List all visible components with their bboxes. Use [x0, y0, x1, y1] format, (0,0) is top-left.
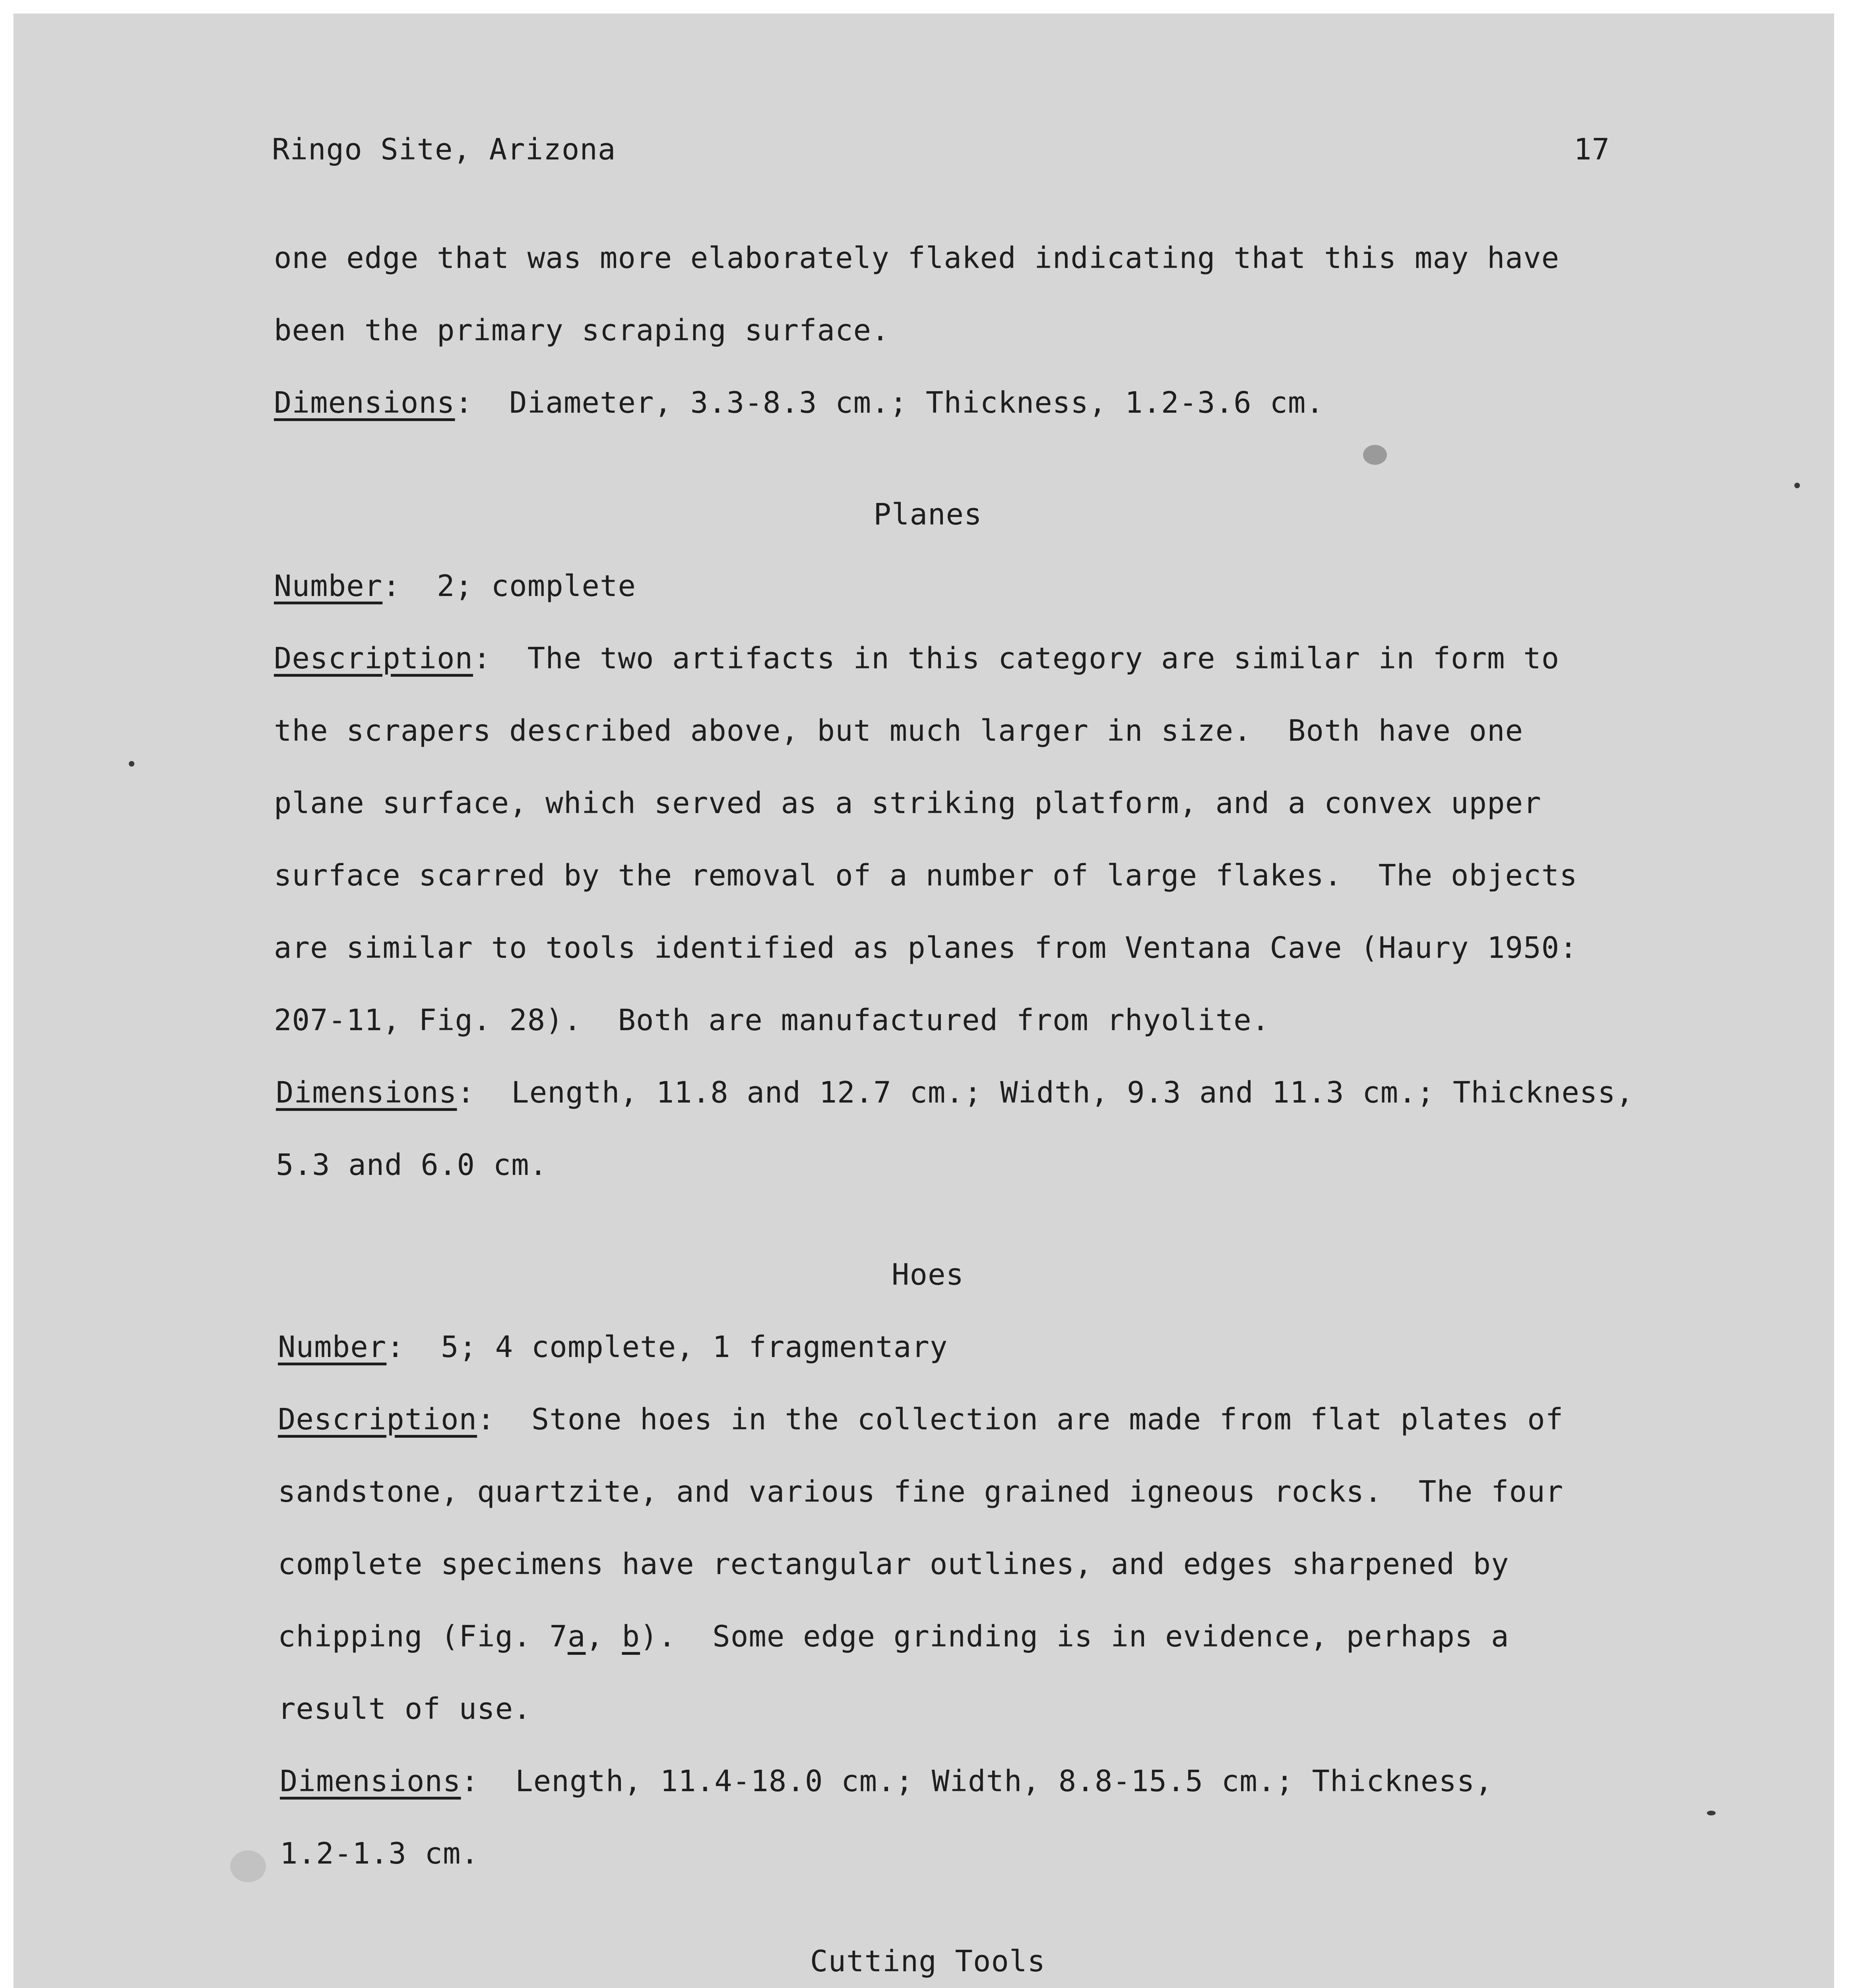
number-text: : 2; complete — [382, 569, 636, 603]
description-text: : Stone hoes in the collection are made from flat plates of — [477, 1402, 1564, 1437]
paper-smudge — [1363, 445, 1387, 465]
planes-description-line: surface scarred by the removal of a number of large flakes. The objects — [274, 858, 1578, 893]
dimensions-text: : Length, 11.8 and 12.7 cm.; Width, 9.3 and 11.3 cm.; Thickness, — [457, 1076, 1634, 1110]
planes-description-line: the scrapers described above, but much larger in size. Both have one — [274, 714, 1524, 748]
hoes-description-line: complete specimens have rectangular outlines, and edges sharpened by — [278, 1547, 1509, 1581]
chipping-prefix: chipping (Fig. 7 — [278, 1619, 568, 1654]
section-heading-hoes: Hoes — [891, 1258, 964, 1292]
planes-description-line: are similar to tools identified as planes from Ventana Cave (Haury 1950: — [274, 931, 1578, 965]
planes-description-line: plane surface, which served as a striking platform, and a convex upper — [274, 786, 1542, 820]
figure-ref-separator: , — [586, 1619, 622, 1654]
paper-speck — [129, 761, 134, 767]
planes-dimensions — [276, 1076, 1634, 1110]
dimensions-label: Dimensions — [276, 1076, 457, 1110]
planes-number — [274, 571, 636, 601]
running-title: Ringo Site, Arizona — [272, 132, 616, 167]
dimensions-label: Dimensions — [274, 386, 455, 420]
planes-description — [274, 641, 1560, 676]
hoes-dimensions — [280, 1764, 1493, 1798]
section-heading-planes: Planes — [873, 497, 982, 532]
figure-ref-a: a — [567, 1619, 586, 1654]
intro-dimensions — [274, 386, 1324, 420]
description-label: Description — [274, 641, 473, 676]
hoes-description — [278, 1402, 1564, 1437]
planes-dimensions-line: 5.3 and 6.0 cm. — [276, 1148, 548, 1182]
paper-speck — [1794, 483, 1800, 488]
paper-speck — [1707, 1811, 1716, 1815]
figure-ref-b: b — [622, 1619, 640, 1654]
hoes-number — [278, 1332, 948, 1362]
dimensions-text: : Diameter, 3.3-8.3 cm.; Thickness, 1.2-3.6 cm. — [455, 386, 1324, 420]
number-text: : 5; 4 complete, 1 fragmentary — [386, 1330, 948, 1364]
paper-smudge — [230, 1850, 266, 1882]
dimensions-label: Dimensions — [280, 1764, 461, 1798]
planes-description-line: 207-11, Fig. 28). Both are manufactured from rhyolite. — [274, 1003, 1270, 1037]
number-label: Number — [274, 569, 383, 603]
intro-line-2: been the primary scraping surface. — [274, 313, 890, 348]
hoes-dimensions-line: 1.2-1.3 cm. — [280, 1837, 479, 1871]
description-label: Description — [278, 1402, 477, 1437]
hoes-description-line — [278, 1619, 1509, 1654]
dimensions-text: : Length, 11.4-18.0 cm.; Width, 8.8-15.5 cm.; Thickness, — [461, 1764, 1493, 1798]
chipping-suffix: ). Some edge grinding is in evidence, perhaps a — [640, 1619, 1509, 1654]
paper-sheet — [14, 14, 1834, 1988]
description-text: : The two artifacts in this category are similar in form to — [473, 641, 1560, 676]
intro-line-1: one edge that was more elaborately flaked indicating that this may have — [274, 241, 1560, 275]
page-number: 17 — [1574, 132, 1610, 167]
number-label: Number — [278, 1330, 387, 1364]
hoes-description-line: result of use. — [278, 1692, 531, 1726]
section-heading-cutting-tools: Cutting Tools — [810, 1944, 1046, 1978]
hoes-description-line: sandstone, quartzite, and various fine grained igneous rocks. The four — [278, 1475, 1564, 1509]
